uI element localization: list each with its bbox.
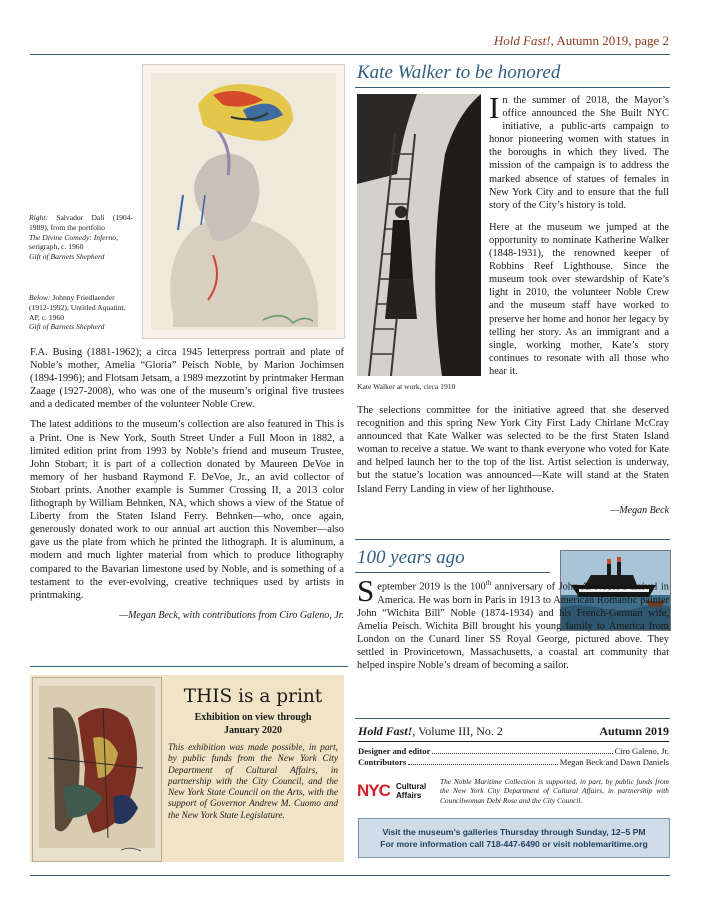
left-article-p1: F.A. Busing (1881-1962); a circa 1945 letterpress portrait and plate of Noble’s mother, Amelia “Gloria” Peisch Noble, by Marion Jochimsen (1894-1996); and Flotsam Jetsam, a 1989 mezzotint by printmaker Herman Zaage (1927-2008), who was one of the museum’s original five trustees and a dedicated member of the volunteer Noble Crew. (30, 347, 344, 411)
credit-designer-value: Ciro Galeno, Jr. (614, 746, 669, 756)
dali-caption-work: The Divine Comedy: Inferno, (29, 232, 118, 242)
header-rule (30, 54, 670, 55)
logo-cultural: Cultural (396, 782, 427, 791)
friedlaender-caption-gift: Gift of Barnets Shepherd (29, 322, 105, 332)
masthead-rule (358, 741, 669, 742)
hundred-text-a: eptember 2019 is the 100 (377, 581, 486, 593)
funding-note: The Noble Maritime Collection is supported, in part, by public funds from the New York City Department of Cultural Affairs, in partnership with Councilwoman Debi Rose and the City Council. (440, 777, 669, 805)
kate-signature: —Megan Beck (610, 504, 669, 516)
masthead-season: Autumn 2019 (599, 724, 669, 738)
header-rest: , Autumn 2019, page 2 (550, 33, 669, 48)
masthead-title: Hold Fast! (358, 724, 413, 738)
kate-photo-caption: Kate Walker at work, circa 1910 (357, 382, 456, 391)
page-header (494, 33, 669, 49)
hundred-heading: 100 years ago (357, 547, 465, 568)
friedlaender-caption (29, 293, 133, 332)
kate-p2: Here at the museum we jumped at the opportunity to nominate Katherine Walker (1848-1931), the renowned keeper of Robbins Reef Lighthouse. Since the museum took over stewardship of Kate’s light in 2010, the volunteer Noble Crew and the museum staff have worked to preserve her home and honor her legacy by telling her story. As an immigrant and a single, working mother, Kate’s story continues to resonate with all those who hear it. (489, 221, 669, 377)
visit-line2: For more information call 718-447-6490 or visit noblemaritime.org (380, 839, 648, 849)
kate-heading: Kate Walker to be honored (357, 62, 561, 83)
friedlaender-caption-name: Johnny Friedlaender (1912-1992), Untitled Aquatint, AP, c. 1960 (29, 293, 126, 322)
logo-nyc: NYC (357, 781, 390, 800)
left-divider (30, 666, 348, 667)
dali-caption-label: Right: (29, 213, 48, 222)
hundred-text-b: anniversary of John A. Noble’s arrival in America. He was born in Paris in 1913 to American Romantic painter John “Wichita Bill” Noble (1874-1934) and his French-German wife, Amelia Peisch. Wichita Bill brought his young family to America from London on the Cunard liner SS Royal George, pictured above. They settled in Provincetown, Massachusetts, a coastal art community that helped inspire Noble’s dream of becoming a sailor. (357, 581, 670, 672)
credit-contributors-label: Contributors (358, 757, 407, 767)
masthead-title-row (358, 724, 669, 739)
kate-p1: n the summer of 2018, the Mayor’s office announced the She Built NYC initiative, a public-arts campaign to honor pioneering women with statues in the boroughs in which they lived. The mission of the campaign is to address the marked absence of statues of females in New York City and to ensure that the full story of the City’s history is told. (489, 95, 669, 211)
kate-article-top (489, 90, 669, 378)
hundred-dropcap: S (357, 573, 375, 608)
hundred-heading-rule (355, 572, 550, 573)
hundred-divider (355, 718, 670, 719)
dali-caption-medium: serigraph, c. 1960 (29, 242, 84, 252)
exhibit-subtitle: Exhibition on view through (194, 712, 312, 723)
header-title: Hold Fast! (493, 33, 551, 48)
logo-affairs: Affairs (396, 791, 422, 800)
dali-artwork (142, 64, 345, 339)
nyc-cultural-affairs-logo (357, 779, 435, 805)
exhibit-title: THIS is a print (183, 686, 323, 707)
masthead-credits (358, 746, 669, 768)
kate-dropcap: I (489, 90, 500, 125)
credit-row-designer (358, 746, 669, 757)
masthead-volume: , Volume III, No. 2 (412, 724, 503, 738)
kate-divider (355, 539, 670, 540)
left-article-signature: —Megan Beck, with contributions from Ciro Galeno, Jr. (119, 609, 344, 621)
kate-article-bottom (357, 404, 669, 517)
exhibit-box (30, 675, 344, 862)
kate-p3: The selections committee for the initiative agreed that she deserved recognition and this spring New York City First Lady Chirlane McCray announced that Kate Walker was selected to be the first Staten Island woman to receive a statue. We want to thank everyone who voted for Kate and helped launch her to the top of the list. Artist selection is underway, but the statue’s location was announced—Kate will stand at the Staten Island Ferry Landing in view of her lighthouse. (357, 405, 669, 495)
exhibit-note: This exhibition was made possible, in part, by public funds from the New York City Department of Cultural Affairs, in partnership with the City Council, and the New York State Council on the Arts, with the support of Governor Andrew M. Cuomo and the New York State Legislature. (168, 743, 338, 821)
credit-row-contributors (358, 757, 669, 768)
hundred-sup: th (485, 579, 492, 587)
kate-walker-photo (357, 94, 481, 376)
exhibit-dates: January 2020 (223, 724, 283, 736)
left-article-p2: The latest additions to the museum’s collection are also featured in This is a Print. One is New York, South Street Under a Full Moon in 1882, a limited edition print from 1993 by Noble’s friend and museum Trustee, John Stobart; it is part of a collection donated by Maureen DeVoe in memory of her husband Raymond F. DeVoe, Jr., an avid collector of Stobart prints. Another example is Summer Crossing II, a 2013 color lithograph by William Behnken, NA, which shows a view of the Statue of Liberty from the Staten Island Ferry. Behnken—who, once again, generously donated work to our annual art auction this November—also gave us the plate from which he printed the lithograph. It is aluminum, a modern and much lighter material from which to produce lithography compared to the Bavarian limestone used by Noble, and is something of a testament to the ever-evolving, creative techniques used by artists in printmaking. (30, 419, 344, 601)
left-article (30, 346, 344, 622)
dali-caption-gift: Gift of Barnets Shepherd (29, 252, 105, 262)
friedlaender-caption-label: Below: (29, 293, 51, 302)
visit-box (358, 818, 670, 858)
dali-caption-name: Salvador Dalí (1904-1989), from the portfolio (29, 213, 133, 232)
kate-heading-rule (355, 87, 670, 88)
friedlaender-artwork (32, 677, 162, 862)
credit-contributors-value: Megan Beck and Dawn Daniels (559, 757, 669, 767)
footer-rule (30, 875, 670, 876)
hundred-article (357, 573, 670, 672)
dali-caption (29, 213, 133, 262)
credit-designer-label: Designer and editor (358, 746, 431, 756)
visit-line1: Visit the museum’s galleries Thursday through Sunday, 12–5 PM (382, 827, 646, 837)
